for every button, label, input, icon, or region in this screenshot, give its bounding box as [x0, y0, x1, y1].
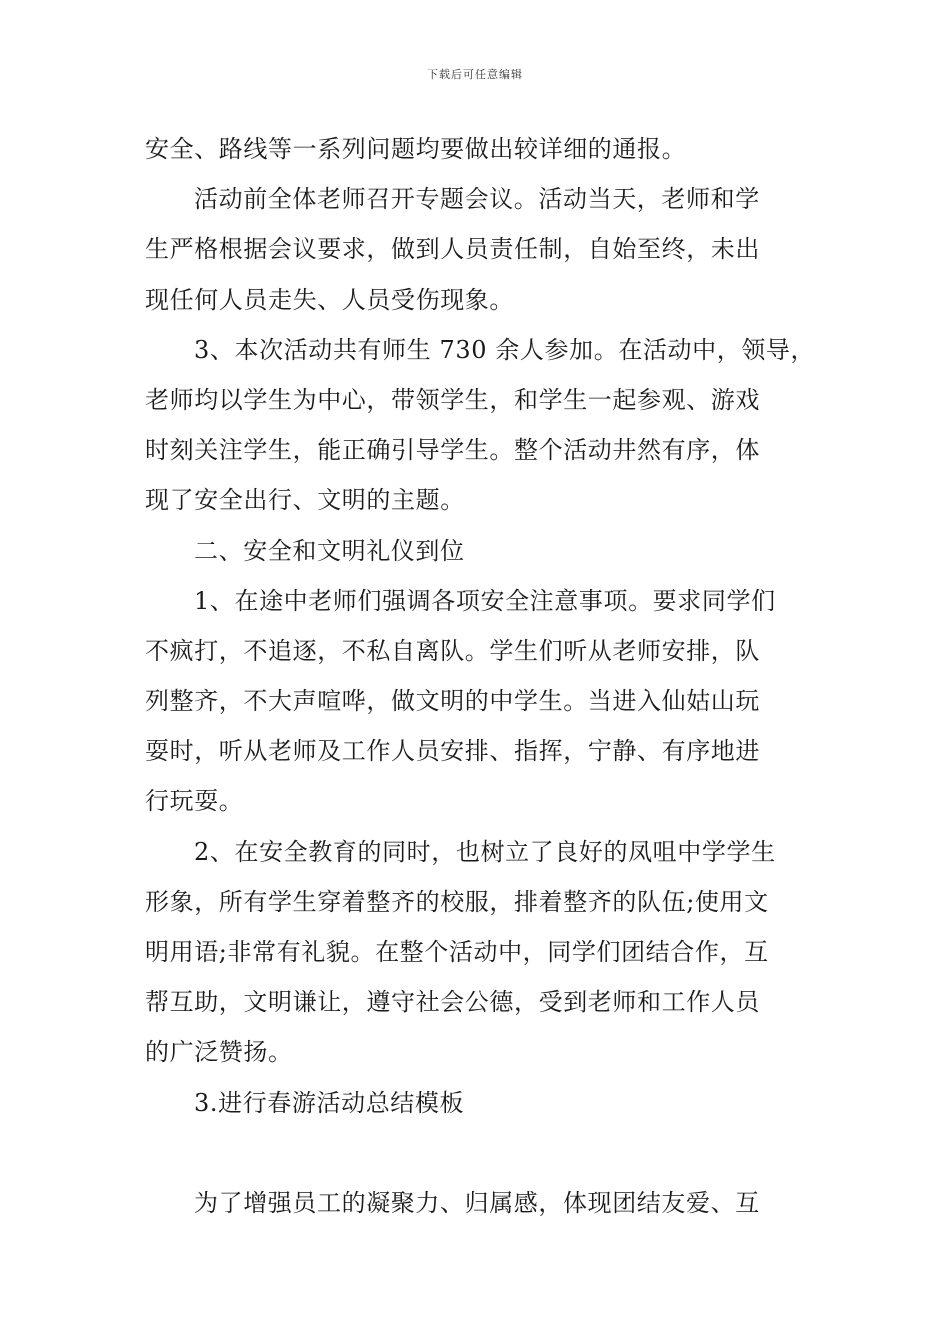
- paragraph-start: 2、在安全教育的同时，也树立了良好的凤咀中学学生: [194, 837, 776, 866]
- text-line: 帮互助，文明谦让，遵守社会公德，受到老师和工作人员: [145, 988, 760, 1017]
- document-body: [145, 124, 816, 1228]
- text-line: 行玩耍。: [145, 787, 244, 816]
- text-line: 安全、路线等一系列问题均要做出较详细的通报。: [145, 135, 687, 163]
- text-line: 不疯打，不追逐，不私自离队。学生们听从老师安排，队: [145, 636, 760, 665]
- text-line: 明用语;非常有礼貌。在整个活动中，同学们团结合作，互: [145, 938, 769, 966]
- text-line: 的广泛赞扬。: [145, 1038, 293, 1067]
- text-line: 耍时，听从老师及工作人员安排、指挥，宁静、有序地进: [145, 737, 760, 766]
- section-heading: 二、安全和文明礼仪到位: [194, 536, 465, 565]
- text-line: 形象，所有学生穿着整齐的校服，排着整齐的队伍;使用文: [145, 887, 769, 916]
- paragraph-start: 活动前全体老师召开专题会议。活动当天，老师和学: [194, 185, 760, 214]
- text-line: 老师均以学生为中心，带领学生，和学生一起参观、游戏: [145, 385, 760, 414]
- text-line: 现了安全出行、文明的主题。: [145, 486, 465, 515]
- blank-line: [145, 1128, 810, 1178]
- paragraph-start: 为了增强员工的凝聚力、归属感，体现团结友爱、互: [194, 1188, 760, 1217]
- paragraph-start: 3、本次活动共有师生 730 余人参加。在活动中，领导，: [194, 335, 816, 364]
- section-heading: 3.进行春游活动总结模板: [194, 1088, 465, 1117]
- text-line: 列整齐，不大声喧哗，做文明的中学生。当进入仙姑山玩: [145, 687, 760, 716]
- page-header: 下载后可任意编辑: [427, 68, 523, 81]
- text-line: 时刻关注学生，能正确引导学生。整个活动井然有序，体: [145, 436, 760, 465]
- text-line: 生严格根据会议要求，做到人员责任制，自始至终，未出: [145, 235, 760, 264]
- paragraph-start: 1、在途中老师们强调各项安全注意事项。要求同学们: [194, 586, 776, 615]
- text-line: 现任何人员走失、人员受伤现象。: [145, 285, 514, 314]
